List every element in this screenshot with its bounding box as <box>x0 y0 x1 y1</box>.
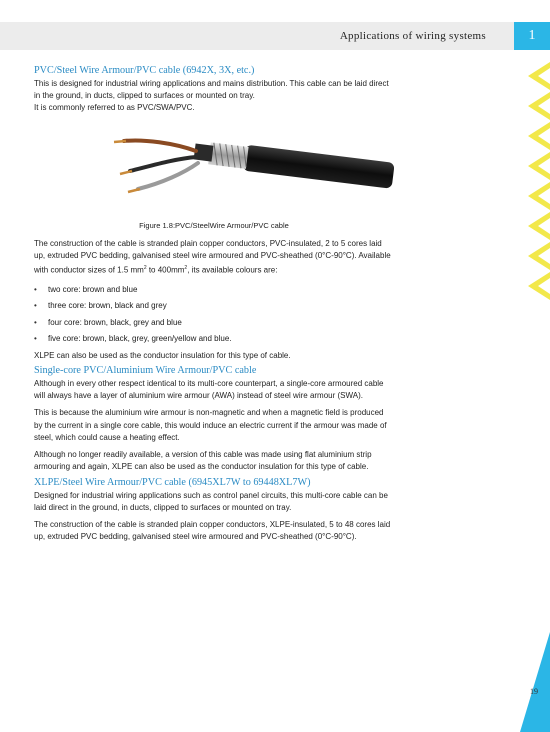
xlpe-paragraph-2: The construction of the cable is stranded plain copper conductors, XLPE-insulated, 5 to 48 cores laid up, extruded PVC bedding, galvanised steel wire armoured and PVC-sheathed (0°C-90°C). <box>34 519 391 542</box>
awa-paragraph-1: Although in every other respect identical to its multi-core counterpart, a single-core armoured cable will always have a layer of aluminium wire armour (AWA) instead of steel wire armour (SWA). <box>34 379 384 401</box>
running-header-title: Applications of wiring systems <box>339 30 486 42</box>
page-content <box>34 65 394 548</box>
superscript-2a: 2 <box>143 265 147 272</box>
section-heading-awa: Single-core PVC/Aluminium Wire Armour/PVC cable <box>34 365 257 377</box>
section-heading-xlpe: XLPE/Steel Wire Armour/PVC cable (6945XL7W to 69448XL7W) <box>34 476 311 488</box>
list-item: • three core: brown, black and grey <box>34 298 394 315</box>
figure-caption: Figure 1.8:PVC/SteelWire Armour/PVC cable <box>139 220 289 230</box>
swa-cable-image <box>34 121 394 216</box>
brown-conductor <box>124 140 196 151</box>
xlpe-note: XLPE can also be used as the conductor insulation for this type of cable. <box>34 350 291 360</box>
colour-list <box>34 282 394 348</box>
section-heading-swa: PVC/Steel Wire Armour/PVC cable (6942X, 3X, etc.) <box>34 65 255 76</box>
corner-accent <box>520 632 550 732</box>
list-item: • two core: brown and blue <box>34 282 394 299</box>
copper-end-2 <box>120 171 132 174</box>
superscript-2b: 2 <box>184 265 188 272</box>
list-item: • four core: brown, black, grey and blue <box>34 315 394 332</box>
swa-intro-2: It is commonly referred to as PVC/SWA/PVC. <box>34 103 195 113</box>
outer-sheath <box>243 144 394 188</box>
construction-text-b: to 400mm <box>146 265 185 275</box>
copper-end-3 <box>128 189 140 192</box>
awa-paragraph-3: Although no longer readily available, a version of this cable was made using flat aluminium strip armouring and again, XLPE can also be used as the conductor insulation for this type of cable. <box>34 450 372 472</box>
awa-paragraph-2: This is because the aluminium wire armour is non-magnetic and when a magnetic field is produced by the current in a single core cable, this would induce an electric current if the armour was made of steel, which could cause a heating effect. <box>34 408 387 442</box>
page-number: 19 <box>530 687 538 696</box>
copper-end-1 <box>114 141 126 142</box>
construction-text-a: The construction of the cable is stranded plain copper conductors, PVC-insulated, 2 to 5 cores laid up, extruded PVC bedding, galvanised steel wire armoured and PVC-sheathed (0°C-90°C). Available with conductor sizes of 1.5 mm <box>34 238 391 275</box>
swa-construction <box>34 238 394 277</box>
construction-text-c: , its available colours are: <box>187 265 278 275</box>
chevron-decoration <box>520 62 550 302</box>
chapter-number-tab: 1 <box>514 22 550 50</box>
cable-figure <box>34 121 394 216</box>
xlpe-paragraph-1: Designed for industrial wiring applications such as control panel circuits, this multi-core cable can be laid direct in the ground, in ducts, clipped to surfaces or mounted on tray. <box>34 490 388 512</box>
page-header <box>0 22 550 50</box>
list-item: • five core: brown, black, grey, green/yellow and blue. <box>34 331 394 348</box>
swa-intro-1: This is designed for industrial wiring applications and mains distribution. This cable can be laid direct in the ground, in ducts, clipped to surfaces or mounted on tray. <box>34 79 389 101</box>
